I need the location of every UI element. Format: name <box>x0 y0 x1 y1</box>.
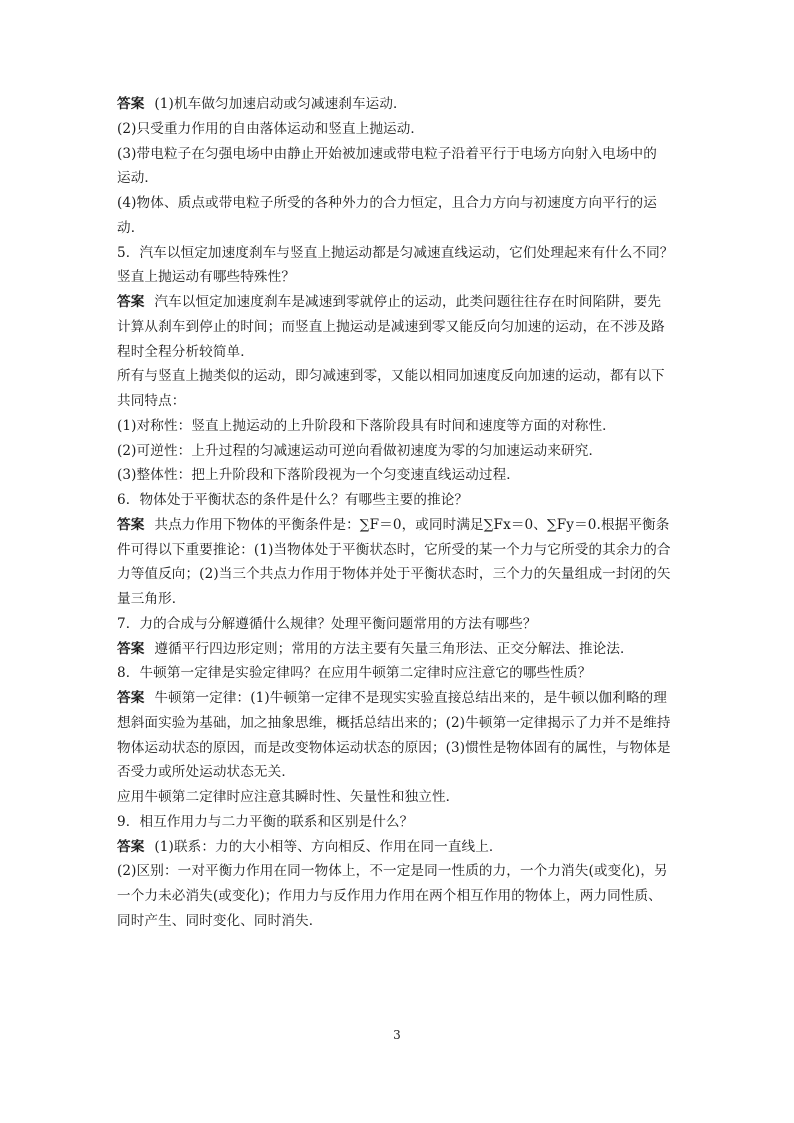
line-text: 计算从刹车到停止的时间；而竖直上抛运动是减速到零又能反向匀加速的运动，在不涉及路 <box>117 318 665 335</box>
text-line <box>117 785 685 810</box>
line-text: 力等值反向；(2)当三个共点力作用于物体并处于平衡状态时，三个力的矢量组成一封闭的矢 <box>117 566 671 583</box>
text-line <box>117 191 685 216</box>
line-text: (2)区别：一对平衡力作用在同一物体上，不一定是同一性质的力，一个力消失(或变化)，另 <box>117 863 668 880</box>
text-line <box>117 637 685 662</box>
text-line <box>117 315 685 340</box>
line-text: 否受力或所处运动状态无关． <box>117 764 296 781</box>
line-text: 6．物体处于平衡状态的条件是什么？有哪些主要的推论？ <box>117 492 469 508</box>
text-line <box>117 290 685 315</box>
line-text: 程时全程分析较简单． <box>117 343 254 360</box>
line-text: 应用牛顿第二定律时应注意其瞬时性、矢量性和独立性． <box>117 789 460 805</box>
answer-label: 答案 <box>117 640 145 657</box>
line-text: 量三角形． <box>117 591 186 607</box>
text-line <box>117 760 685 785</box>
line-text: (4)物体、质点或带电粒子所受的各种外力的合力恒定，且合力方向与初速度方向平行的运 <box>117 195 657 211</box>
line-text: 7．力的合成与分解遵循什么规律？处理平衡问题常用的方法有哪些？ <box>117 615 537 632</box>
line-text: 竖直上抛运动有哪些特殊性？ <box>117 269 296 286</box>
line-text: 件可得以下重要推论：(1)当物体处于平衡状态时，它所受的某一个力与它所受的其余力的合 <box>117 541 671 558</box>
line-text: 8．牛顿第一定律是实验定律吗？在应用牛顿第二定律时应注意它的哪些性质？ <box>117 665 592 682</box>
text-line <box>117 340 685 365</box>
line-text: (2)只受重力作用的自由落体运动和竖直上抛运动． <box>117 120 425 137</box>
text-line <box>117 835 685 860</box>
text-line <box>117 686 685 711</box>
text-line <box>117 117 685 142</box>
answer-label: 答案 <box>117 516 145 533</box>
answer-label: 答案 <box>117 838 145 855</box>
line-text: 物体运动状态的原因，而是改变物体运动状态的原因；(3)惯性是物体固有的属性，与物体是 <box>117 739 671 756</box>
line-text: 运动． <box>117 170 159 187</box>
line-text: (1)对称性：竖直上抛运动的上升阶段和下落阶段具有时间和速度等方面的对称性． <box>117 417 616 434</box>
text-line <box>117 810 685 835</box>
text-line <box>117 142 685 167</box>
text-line <box>117 389 685 414</box>
line-text: 共同特点： <box>117 393 186 409</box>
text-line <box>117 364 685 389</box>
page-number: 3 <box>393 1028 401 1042</box>
line-text: (2)可逆性：上升过程的匀减速运动可逆向看做初速度为零的匀加速运动来研究． <box>117 442 603 459</box>
text-line <box>117 538 685 563</box>
line-text: 9．相互作用力与二力平衡的联系和区别是什么？ <box>117 813 414 830</box>
text-line <box>117 736 685 761</box>
text-line <box>117 909 685 934</box>
line-text: (1)联系：力的大小相等、方向相反、作用在同一直线上． <box>154 838 503 855</box>
text-line <box>117 612 685 637</box>
text-line <box>117 241 685 266</box>
text-line <box>117 92 685 117</box>
text-line <box>117 488 685 513</box>
line-text: 共点力作用下物体的平衡条件是：∑F＝0，或同时满足∑Fx＝0、∑Fy＝0.根据平衡条 <box>154 516 670 533</box>
line-text: 同时产生、同时变化、同时消失． <box>117 912 323 929</box>
text-line <box>117 587 685 612</box>
line-text: (3)整体性：把上升阶段和下落阶段视为一个匀变速直线运动过程． <box>117 467 520 484</box>
text-line <box>117 265 685 290</box>
text-line <box>117 884 685 909</box>
line-text: 5．汽车以恒定加速度刹车与竖直上抛运动都是匀减速直线运动，它们处理起来有什么不同？ <box>117 244 674 261</box>
text-line <box>117 562 685 587</box>
line-text: 所有与竖直上抛类似的运动，即匀减速到零，又能以相同加速度反向加速的运动，都有以下 <box>117 368 665 385</box>
text-line <box>117 513 685 538</box>
answer-label: 答案 <box>117 96 145 112</box>
text-line <box>117 439 685 464</box>
line-text: 动． <box>117 219 145 236</box>
text-line <box>117 166 685 191</box>
text-line <box>117 463 685 488</box>
text-line <box>117 859 685 884</box>
line-text: (3)带电粒子在匀强电场中由静止开始被加速或带电粒子沿着平行于电场方向射入电场中的 <box>117 145 657 162</box>
line-text: (1)机车做匀加速启动或匀减速刹车运动． <box>154 96 407 112</box>
text-line <box>117 216 685 241</box>
document-body <box>117 92 685 934</box>
line-text: 汽车以恒定加速度刹车是减速到零就停止的运动，此类问题往往存在时间陷阱，要先 <box>154 294 662 310</box>
line-text: 遵循平行四边形定则；常用的方法主要有矢量三角形法、正交分解法、推论法． <box>154 640 634 657</box>
text-line <box>117 414 685 439</box>
answer-label: 答案 <box>117 294 145 310</box>
line-text: 一个力未必消失(或变化)；作用力与反作用力作用在两个相互作用的物体上，两力同性质、 <box>117 888 662 904</box>
line-text: 想斜面实验为基础，加之抽象思维，概括总结出来的；(2)牛顿第一定律揭示了力并不是维持 <box>117 714 671 731</box>
text-line <box>117 711 685 736</box>
line-text: 牛顿第一定律：(1)牛顿第一定律不是现实实验直接总结出来的，是牛顿以伽利略的理 <box>154 690 667 706</box>
answer-label: 答案 <box>117 690 145 706</box>
text-line <box>117 661 685 686</box>
